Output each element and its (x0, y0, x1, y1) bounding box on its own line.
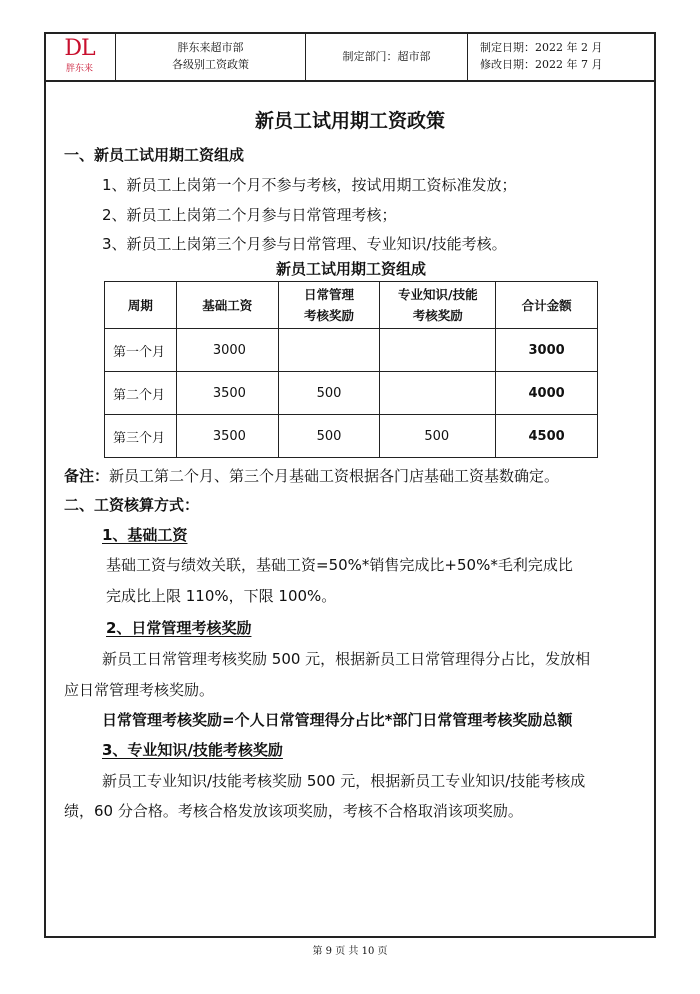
cell-period: 第二个月 (105, 372, 177, 415)
logo (44, 32, 116, 80)
cell-base: 3000 (176, 329, 278, 372)
logo-mark: DL (64, 36, 95, 61)
header-department (306, 32, 468, 80)
table-caption: 新员工试用期工资组成 (275, 260, 426, 278)
cell-daily: 500 (278, 415, 380, 458)
cell-base: 3500 (176, 372, 278, 415)
document-header (44, 32, 656, 82)
sub3-line-1: 新员工专业知识/技能考核奖励 500 元，根据新员工专业知识/技能考核成 (102, 772, 586, 790)
header-base-salary: 基础工资 (176, 282, 278, 329)
note-text: 新员工第二个月、第三个月基础工资根据各门店基础工资基数确定。 (109, 467, 560, 485)
table-row (105, 329, 598, 372)
page-number: 第 9 页 共 10 页 (312, 946, 388, 957)
cell-skill: 500 (380, 415, 496, 458)
header-daily-reward: 日常管理 考核奖励 (278, 282, 380, 329)
cell-daily (278, 329, 380, 372)
sub2-line-1: 新员工日常管理考核奖励 500 元，根据新员工日常管理得分占比，发放相 (102, 650, 591, 668)
created-date: 制定日期：2022 年 2 月 (480, 41, 603, 54)
header-total: 合计金额 (496, 282, 598, 329)
cell-total: 4500 (496, 415, 598, 458)
header-dates (468, 32, 656, 80)
cell-daily: 500 (278, 372, 380, 415)
header-title (116, 32, 306, 80)
cell-skill (380, 372, 496, 415)
cell-period: 第三个月 (105, 415, 177, 458)
doc-category: 各级别工资政策 (172, 58, 249, 71)
section1-item-2: 2、新员工上岗第二个月参与日常管理考核； (102, 206, 397, 224)
sub1-heading: 1、基础工资 (102, 526, 188, 544)
section1-item-3: 3、新员工上岗第三个月参与日常管理、专业知识/技能考核。 (102, 235, 507, 253)
section1-item-1: 1、新员工上岗第一个月不参与考核，按试用期工资标准发放； (102, 176, 517, 194)
sub2-line-2: 应日常管理考核奖励。 (64, 681, 215, 699)
section2-heading: 二、工资核算方式： (64, 496, 200, 514)
document-title: 新员工试用期工资政策 (254, 110, 445, 132)
note-label: 备注： (64, 467, 110, 485)
logo-text: 胖东来 (65, 64, 93, 74)
table-row (105, 372, 598, 415)
salary-table (104, 281, 598, 458)
cell-total: 4000 (496, 372, 598, 415)
sub1-line-2: 完成比上限 110%，下限 100%。 (106, 587, 337, 605)
header-period: 周期 (105, 282, 177, 329)
sub3-line-2: 绩，60 分合格。考核合格发放该项奖励，考核不合格取消该项奖励。 (64, 802, 523, 820)
company-name: 胖东来超市部 (177, 41, 244, 54)
modified-date: 修改日期：2022 年 7 月 (480, 58, 603, 71)
table-header-row (105, 282, 598, 329)
section1-heading: 一、新员工试用期工资组成 (64, 146, 245, 164)
department-label: 制定部门：超市部 (342, 50, 431, 63)
cell-period: 第一个月 (105, 329, 177, 372)
cell-skill (380, 329, 496, 372)
header-skill-reward: 专业知识/技能 考核奖励 (380, 282, 496, 329)
sub3-heading: 3、专业知识/技能考核奖励 (102, 741, 283, 759)
note (64, 465, 559, 486)
sub2-heading: 2、日常管理考核奖励 (106, 619, 252, 637)
sub2-formula: 日常管理考核奖励=个人日常管理得分占比*部门日常管理考核奖励总额 (102, 711, 573, 729)
cell-base: 3500 (176, 415, 278, 458)
cell-total: 3000 (496, 329, 598, 372)
table-row (105, 415, 598, 458)
sub1-line-1: 基础工资与绩效关联，基础工资=50%*销售完成比+50%*毛利完成比 (106, 556, 573, 574)
